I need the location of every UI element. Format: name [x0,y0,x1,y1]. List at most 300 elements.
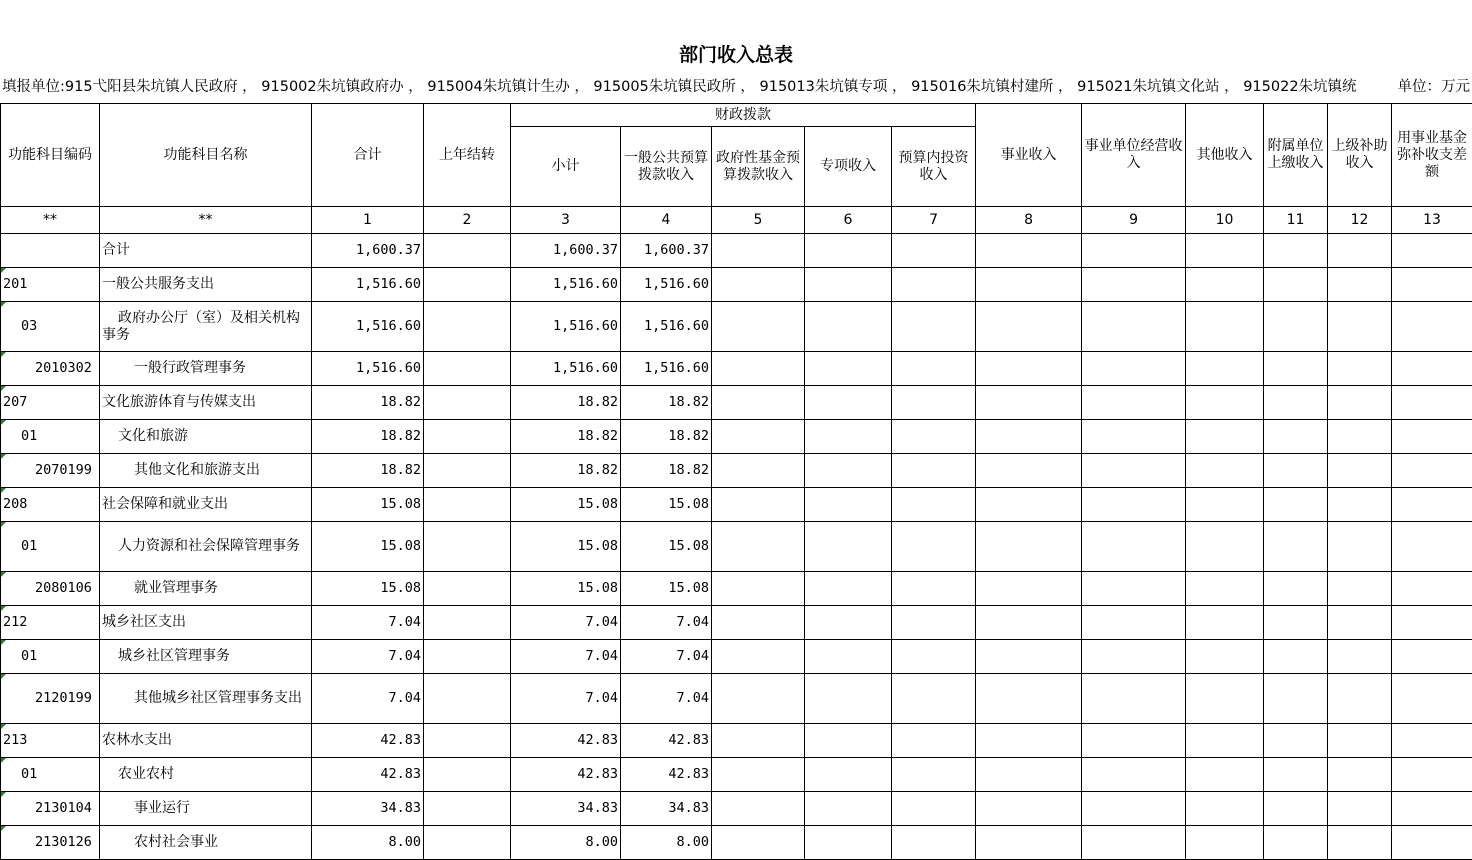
row-name-text: 合计 [102,242,130,258]
index-cell: 6 [805,207,892,234]
row-code [1,724,100,758]
row-total [312,488,424,522]
header-name: 功能科目名称 [100,104,312,207]
row-total [312,640,424,674]
row-name [100,522,312,572]
row-total [312,724,424,758]
row-name-text: 农业农村 [118,766,174,782]
row-empty-cell [892,724,976,758]
header-fiscal-group: 财政拨款 [511,104,976,127]
money-unit: 单位：万元 [1394,74,1471,100]
row-subtotal [511,302,621,352]
row-empty-cell [805,488,892,522]
row-total [312,572,424,606]
row-carryover [424,792,511,826]
row-code [1,420,100,454]
row-general-budget [621,792,712,826]
row-subtotal-text: 18.82 [577,462,618,478]
row-code-text: 201 [3,276,28,292]
row-empty-cell [1186,826,1264,860]
row-general-budget-text: 15.08 [668,496,709,512]
row-subtotal [511,420,621,454]
row-code-text: 207 [3,394,28,410]
row-name-text: 其他城乡社区管理事务支出 [134,690,302,706]
row-code-text: 01 [21,766,38,782]
row-code [1,268,100,302]
row-empty-cell [1186,724,1264,758]
row-empty-cell [1186,386,1264,420]
row-name-text: 事业运行 [134,800,190,816]
row-code [1,792,100,826]
row-empty-cell [1082,420,1186,454]
row-general-budget [621,826,712,860]
row-empty-cell [1328,234,1392,268]
index-row [1,207,1472,234]
row-carryover [424,640,511,674]
table-body [1,234,1472,860]
row-empty-cell [1082,640,1186,674]
row-empty-cell [712,826,805,860]
row-name [100,454,312,488]
row-total [312,454,424,488]
row-name-text: 人力资源和社会保障管理事务 [118,538,300,554]
row-empty-cell [712,234,805,268]
row-empty-cell [805,268,892,302]
row-empty-cell [892,572,976,606]
row-empty-cell [976,792,1082,826]
row-general-budget [621,454,712,488]
row-empty-cell [1186,488,1264,522]
row-empty-cell [1328,674,1392,724]
row-general-budget-text: 42.83 [668,766,709,782]
row-empty-cell [1264,386,1328,420]
row-total-text: 34.83 [380,800,421,816]
row-subtotal [511,758,621,792]
row-code [1,352,100,386]
row-empty-cell [712,572,805,606]
row-subtotal-text: 18.82 [577,428,618,444]
row-empty-cell [1392,674,1472,724]
row-empty-cell [712,522,805,572]
row-general-budget-text: 15.08 [668,538,709,554]
row-name-text: 城乡社区管理事务 [118,648,230,664]
row-total [312,826,424,860]
row-empty-cell [1082,302,1186,352]
row-empty-cell [1392,826,1472,860]
row-empty-cell [976,454,1082,488]
row-empty-cell [976,758,1082,792]
row-code-text: 208 [3,496,28,512]
row-empty-cell [1186,758,1264,792]
header-code: 功能科目编码 [1,104,100,207]
row-subtotal [511,386,621,420]
row-code-text: 01 [21,428,38,444]
row-empty-cell [712,724,805,758]
row-subtotal-text: 1,516.60 [552,276,618,292]
row-subtotal-text: 15.08 [577,580,618,596]
row-general-budget [621,606,712,640]
row-name [100,268,312,302]
row-empty-cell [1186,420,1264,454]
row-code-text: 212 [3,614,28,630]
row-empty-cell [1082,234,1186,268]
row-empty-cell [892,640,976,674]
row-empty-cell [1392,792,1472,826]
row-code [1,386,100,420]
index-cell: 7 [892,207,976,234]
row-empty-cell [712,640,805,674]
row-subtotal [511,522,621,572]
header-gov-fund: 政府性基金预算拨款收入 [712,127,805,207]
row-general-budget-text: 7.04 [676,690,709,706]
row-empty-cell [892,302,976,352]
row-total-text: 7.04 [388,614,421,630]
row-code [1,674,100,724]
row-subtotal-text: 34.83 [577,800,618,816]
row-empty-cell [1186,792,1264,826]
row-empty-cell [892,268,976,302]
row-carryover [424,674,511,724]
row-empty-cell [976,674,1082,724]
row-empty-cell [805,674,892,724]
row-empty-cell [805,640,892,674]
header-affiliated: 附属单位上缴收入 [1264,104,1328,207]
row-general-budget-text: 7.04 [676,648,709,664]
index-cell: 1 [312,207,424,234]
row-name-text: 政府办公厅（室）及相关机构事务 [102,309,300,343]
row-empty-cell [976,640,1082,674]
row-total [312,792,424,826]
row-code [1,640,100,674]
row-empty-cell [805,572,892,606]
row-empty-cell [1264,792,1328,826]
row-general-budget-text: 1,516.60 [643,276,709,292]
table-row [1,522,1472,572]
header-subtotal: 小计 [511,127,621,207]
row-empty-cell [1392,234,1472,268]
row-empty-cell [1392,352,1472,386]
row-empty-cell [1328,522,1392,572]
row-name [100,758,312,792]
row-empty-cell [712,302,805,352]
row-carryover [424,826,511,860]
row-name [100,572,312,606]
row-carryover [424,268,511,302]
row-empty-cell [1186,268,1264,302]
table-row [1,674,1472,724]
row-empty-cell [1328,792,1392,826]
row-empty-cell [1392,386,1472,420]
row-subtotal [511,268,621,302]
row-total-text: 7.04 [388,648,421,664]
row-empty-cell [1186,302,1264,352]
row-subtotal [511,606,621,640]
row-empty-cell [892,454,976,488]
row-empty-cell [712,268,805,302]
header-business: 事业收入 [976,104,1082,207]
row-code [1,488,100,522]
row-empty-cell [1328,826,1392,860]
row-total-text: 1,516.60 [355,360,421,376]
row-general-budget-text: 18.82 [668,462,709,478]
header-total: 合计 [312,104,424,207]
row-empty-cell [1328,724,1392,758]
table-row [1,572,1472,606]
header-superior: 上级补助收入 [1328,104,1392,207]
row-total-text: 15.08 [380,496,421,512]
income-table [0,103,1472,860]
row-subtotal-text: 15.08 [577,538,618,554]
row-empty-cell [976,606,1082,640]
table-row [1,302,1472,352]
row-empty-cell [1264,758,1328,792]
header-operating: 事业单位经营收入 [1082,104,1186,207]
row-empty-cell [1392,572,1472,606]
table-row [1,386,1472,420]
row-code [1,572,100,606]
index-cell: 10 [1186,207,1264,234]
row-empty-cell [892,234,976,268]
row-general-budget-text: 15.08 [668,580,709,596]
row-empty-cell [1328,352,1392,386]
index-cell: 5 [712,207,805,234]
row-general-budget [621,522,712,572]
row-name [100,302,312,352]
row-carryover [424,758,511,792]
row-empty-cell [1264,454,1328,488]
row-empty-cell [1392,724,1472,758]
row-general-budget [621,352,712,386]
row-name [100,488,312,522]
row-empty-cell [1264,826,1328,860]
row-empty-cell [1264,302,1328,352]
row-empty-cell [1392,758,1472,792]
row-subtotal-text: 18.82 [577,394,618,410]
row-empty-cell [1264,640,1328,674]
row-code-text: 2010302 [35,360,92,376]
row-total-text: 1,600.37 [355,242,421,258]
row-code [1,606,100,640]
row-empty-cell [976,386,1082,420]
row-subtotal [511,674,621,724]
table-row [1,234,1472,268]
row-name [100,606,312,640]
row-name-text: 社会保障和就业支出 [102,496,228,512]
row-empty-cell [1328,572,1392,606]
row-empty-cell [976,234,1082,268]
row-name-text: 农林水支出 [102,732,172,748]
row-subtotal [511,234,621,268]
row-total [312,674,424,724]
row-empty-cell [805,420,892,454]
row-general-budget-text: 18.82 [668,394,709,410]
row-subtotal-text: 42.83 [577,766,618,782]
row-total [312,386,424,420]
row-empty-cell [1264,268,1328,302]
row-name [100,386,312,420]
fill-unit-value: 915弋阳县朱坑镇人民政府 ， 915002朱坑镇政府办 ， 915004朱坑镇计生办 ， 915005朱坑镇民政所 ， 915013朱坑镇专项 ， 915016朱坑镇村建所 ， 915021朱坑镇文化站 ， 915022朱坑镇统 [64,79,1357,95]
row-name [100,234,312,268]
row-empty-cell [1082,268,1186,302]
row-subtotal-text: 8.00 [585,834,618,850]
row-empty-cell [1264,522,1328,572]
row-empty-cell [1328,758,1392,792]
row-subtotal [511,488,621,522]
row-empty-cell [892,352,976,386]
row-empty-cell [976,522,1082,572]
row-empty-cell [976,572,1082,606]
row-code-text: 03 [21,318,38,334]
row-general-budget [621,268,712,302]
row-subtotal-text: 42.83 [577,732,618,748]
row-empty-cell [712,758,805,792]
row-empty-cell [1186,522,1264,572]
header-special: 专项收入 [805,127,892,207]
row-code [1,826,100,860]
row-empty-cell [892,522,976,572]
table-row [1,454,1472,488]
row-total-text: 42.83 [380,732,421,748]
row-code [1,758,100,792]
row-empty-cell [1392,454,1472,488]
index-cell: 11 [1264,207,1328,234]
row-carryover [424,606,511,640]
row-subtotal-text: 1,516.60 [552,318,618,334]
row-empty-cell [1328,268,1392,302]
row-empty-cell [1082,826,1186,860]
row-general-budget [621,640,712,674]
row-name-text: 文化旅游体育与传媒支出 [102,394,256,410]
row-empty-cell [712,488,805,522]
row-empty-cell [805,826,892,860]
header-row-1 [1,104,1472,127]
index-cell: 13 [1392,207,1472,234]
row-empty-cell [1186,352,1264,386]
table-row [1,640,1472,674]
row-subtotal-text: 1,600.37 [552,242,618,258]
row-empty-cell [1328,488,1392,522]
row-name [100,640,312,674]
row-empty-cell [805,454,892,488]
row-total-text: 1,516.60 [355,276,421,292]
row-empty-cell [1264,234,1328,268]
row-empty-cell [892,792,976,826]
row-name [100,792,312,826]
row-code-text: 01 [21,538,38,554]
row-empty-cell [976,352,1082,386]
row-total-text: 1,516.60 [355,318,421,334]
row-empty-cell [976,420,1082,454]
row-general-budget [621,674,712,724]
row-name-text: 农村社会事业 [134,834,218,850]
row-general-budget-text: 7.04 [676,614,709,630]
row-general-budget-text: 8.00 [676,834,709,850]
row-empty-cell [1186,572,1264,606]
row-empty-cell [892,386,976,420]
row-empty-cell [1082,606,1186,640]
row-empty-cell [1264,724,1328,758]
row-empty-cell [1392,302,1472,352]
row-total-text: 42.83 [380,766,421,782]
row-empty-cell [805,522,892,572]
row-empty-cell [805,234,892,268]
table-row [1,488,1472,522]
row-empty-cell [892,420,976,454]
row-total [312,268,424,302]
row-carryover [424,572,511,606]
row-name-text: 其他文化和旅游支出 [134,462,260,478]
row-total-text: 18.82 [380,428,421,444]
row-empty-cell [805,792,892,826]
row-total-text: 15.08 [380,580,421,596]
row-empty-cell [805,302,892,352]
row-empty-cell [1264,674,1328,724]
row-name-text: 一般行政管理事务 [134,360,246,376]
row-subtotal-text: 15.08 [577,496,618,512]
row-carryover [424,420,511,454]
row-empty-cell [1186,454,1264,488]
row-general-budget [621,302,712,352]
row-empty-cell [976,826,1082,860]
row-empty-cell [892,826,976,860]
row-total [312,302,424,352]
row-empty-cell [712,352,805,386]
row-subtotal [511,724,621,758]
page-title: 部门收入总表 [678,44,793,66]
table-row [1,606,1472,640]
row-code-text: 2070199 [35,462,92,478]
row-subtotal [511,352,621,386]
row-empty-cell [1082,488,1186,522]
row-empty-cell [1082,758,1186,792]
row-subtotal-text: 7.04 [585,690,618,706]
row-empty-cell [1082,454,1186,488]
row-empty-cell [1392,420,1472,454]
index-cell: 9 [1082,207,1186,234]
row-name [100,352,312,386]
row-empty-cell [1186,674,1264,724]
table-row [1,792,1472,826]
row-name-text: 一般公共服务支出 [102,276,214,292]
index-cell: 2 [424,207,511,234]
row-empty-cell [1328,454,1392,488]
row-code-text: 2130126 [35,834,92,850]
row-general-budget [621,758,712,792]
row-name [100,826,312,860]
row-code [1,234,100,268]
row-empty-cell [1392,268,1472,302]
row-general-budget-text: 34.83 [668,800,709,816]
row-general-budget-text: 1,600.37 [643,242,709,258]
row-empty-cell [976,724,1082,758]
row-empty-cell [1082,522,1186,572]
row-empty-cell [1082,352,1186,386]
row-code [1,454,100,488]
row-empty-cell [712,792,805,826]
index-cell: 4 [621,207,712,234]
row-empty-cell [1264,488,1328,522]
row-empty-cell [712,674,805,724]
row-empty-cell [1264,572,1328,606]
row-code-text: 2080106 [35,580,92,596]
row-empty-cell [712,454,805,488]
row-empty-cell [976,302,1082,352]
row-empty-cell [712,606,805,640]
row-empty-cell [1264,606,1328,640]
fill-unit-label: 填报单位: [2,79,65,95]
row-general-budget-text: 18.82 [668,428,709,444]
row-total-text: 7.04 [388,690,421,706]
